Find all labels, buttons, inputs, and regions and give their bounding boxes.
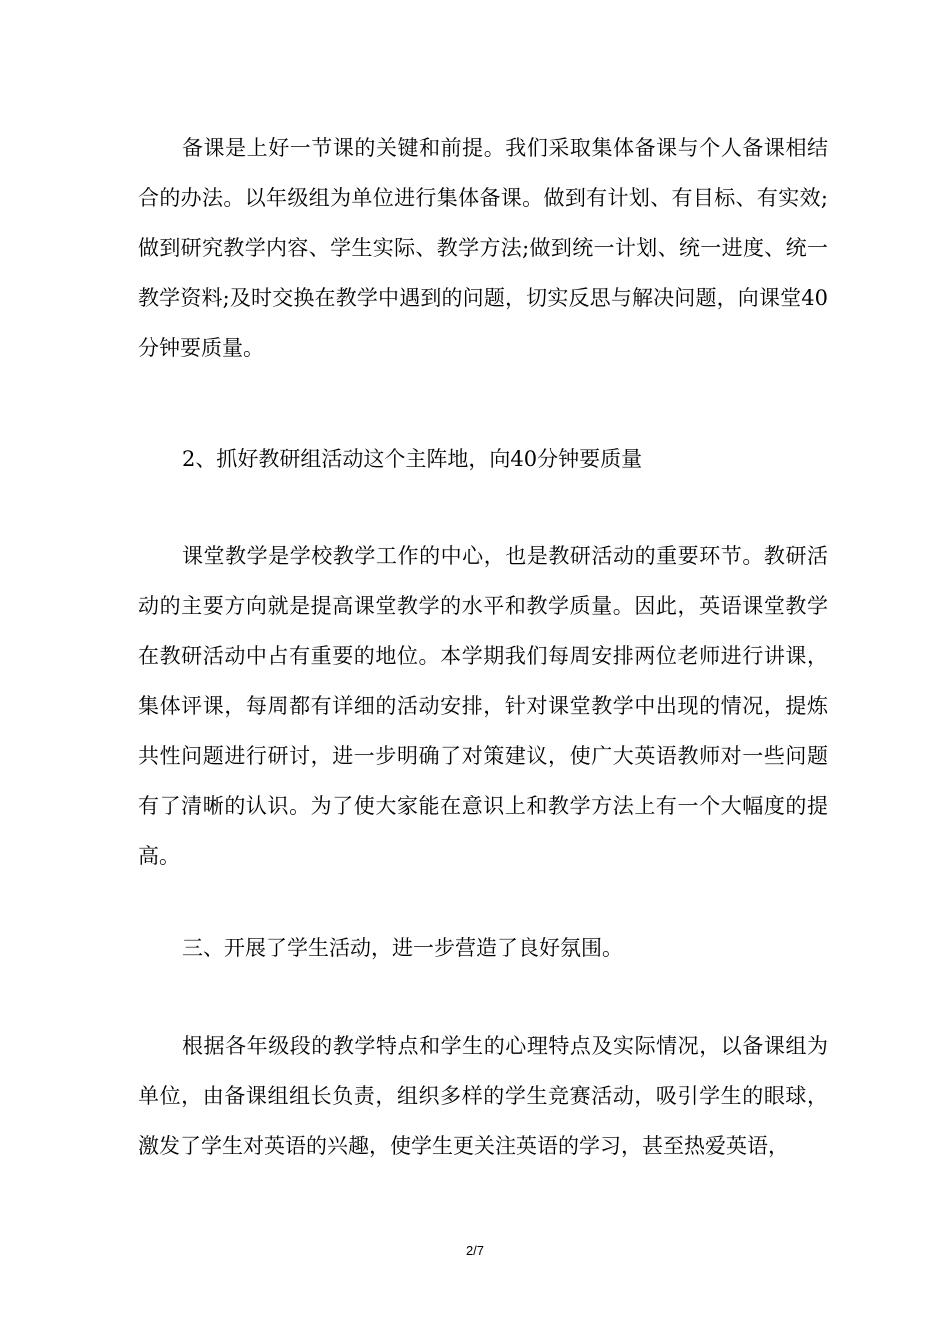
paragraph-student-competitions: 根据各年级段的教学特点和学生的心理特点及实际情况，以备课组为单位，由备课组组长负责，组织多样的学生竞赛活动，吸引学生的眼球，激发了学生对英语的兴趣，使学生更关注英语的学习，甚至热爱英语， bbox=[138, 1034, 828, 1158]
paragraph-lesson-preparation: 备课是上好一节课的关键和前提。我们采取集体备课与个人备课相结合的办法。以年级组为单位进行集体备课。做到有计划、有目标、有实效;做到研究教学内容、学生实际、教学方法;做到统一计划、统一进度、统一教学资料;及时交换在教学中遇到的问题，切实反思与解决问题，向课堂40分钟要质量。 bbox=[138, 136, 828, 360]
paragraph-classroom-teaching: 课堂教学是学校教学工作的中心，也是教研活动的重要环节。教研活动的主要方向就是提高课堂教学的水平和教学质量。因此，英语课堂教学在教研活动中占有重要的地位。本学期我们每周安排两位老师进行讲课，集体评课，每周都有详细的活动安排，针对课堂教学中出现的情况，提炼共性问题进行研讨，进一步明确了对策建议，使广大英语教师对一些问题有了清晰的认识。为了使大家能在意识上和教学方法上有一个大幅度的提高。 bbox=[138, 544, 828, 868]
heading-teaching-research-activities: 2、抓好教研组活动这个主阵地，向40分钟要质量 bbox=[182, 447, 643, 471]
page-number: 2/7 bbox=[465, 1243, 485, 1258]
heading-student-activities: 三、开展了学生活动，进一步营造了良好氛围。 bbox=[182, 936, 623, 960]
